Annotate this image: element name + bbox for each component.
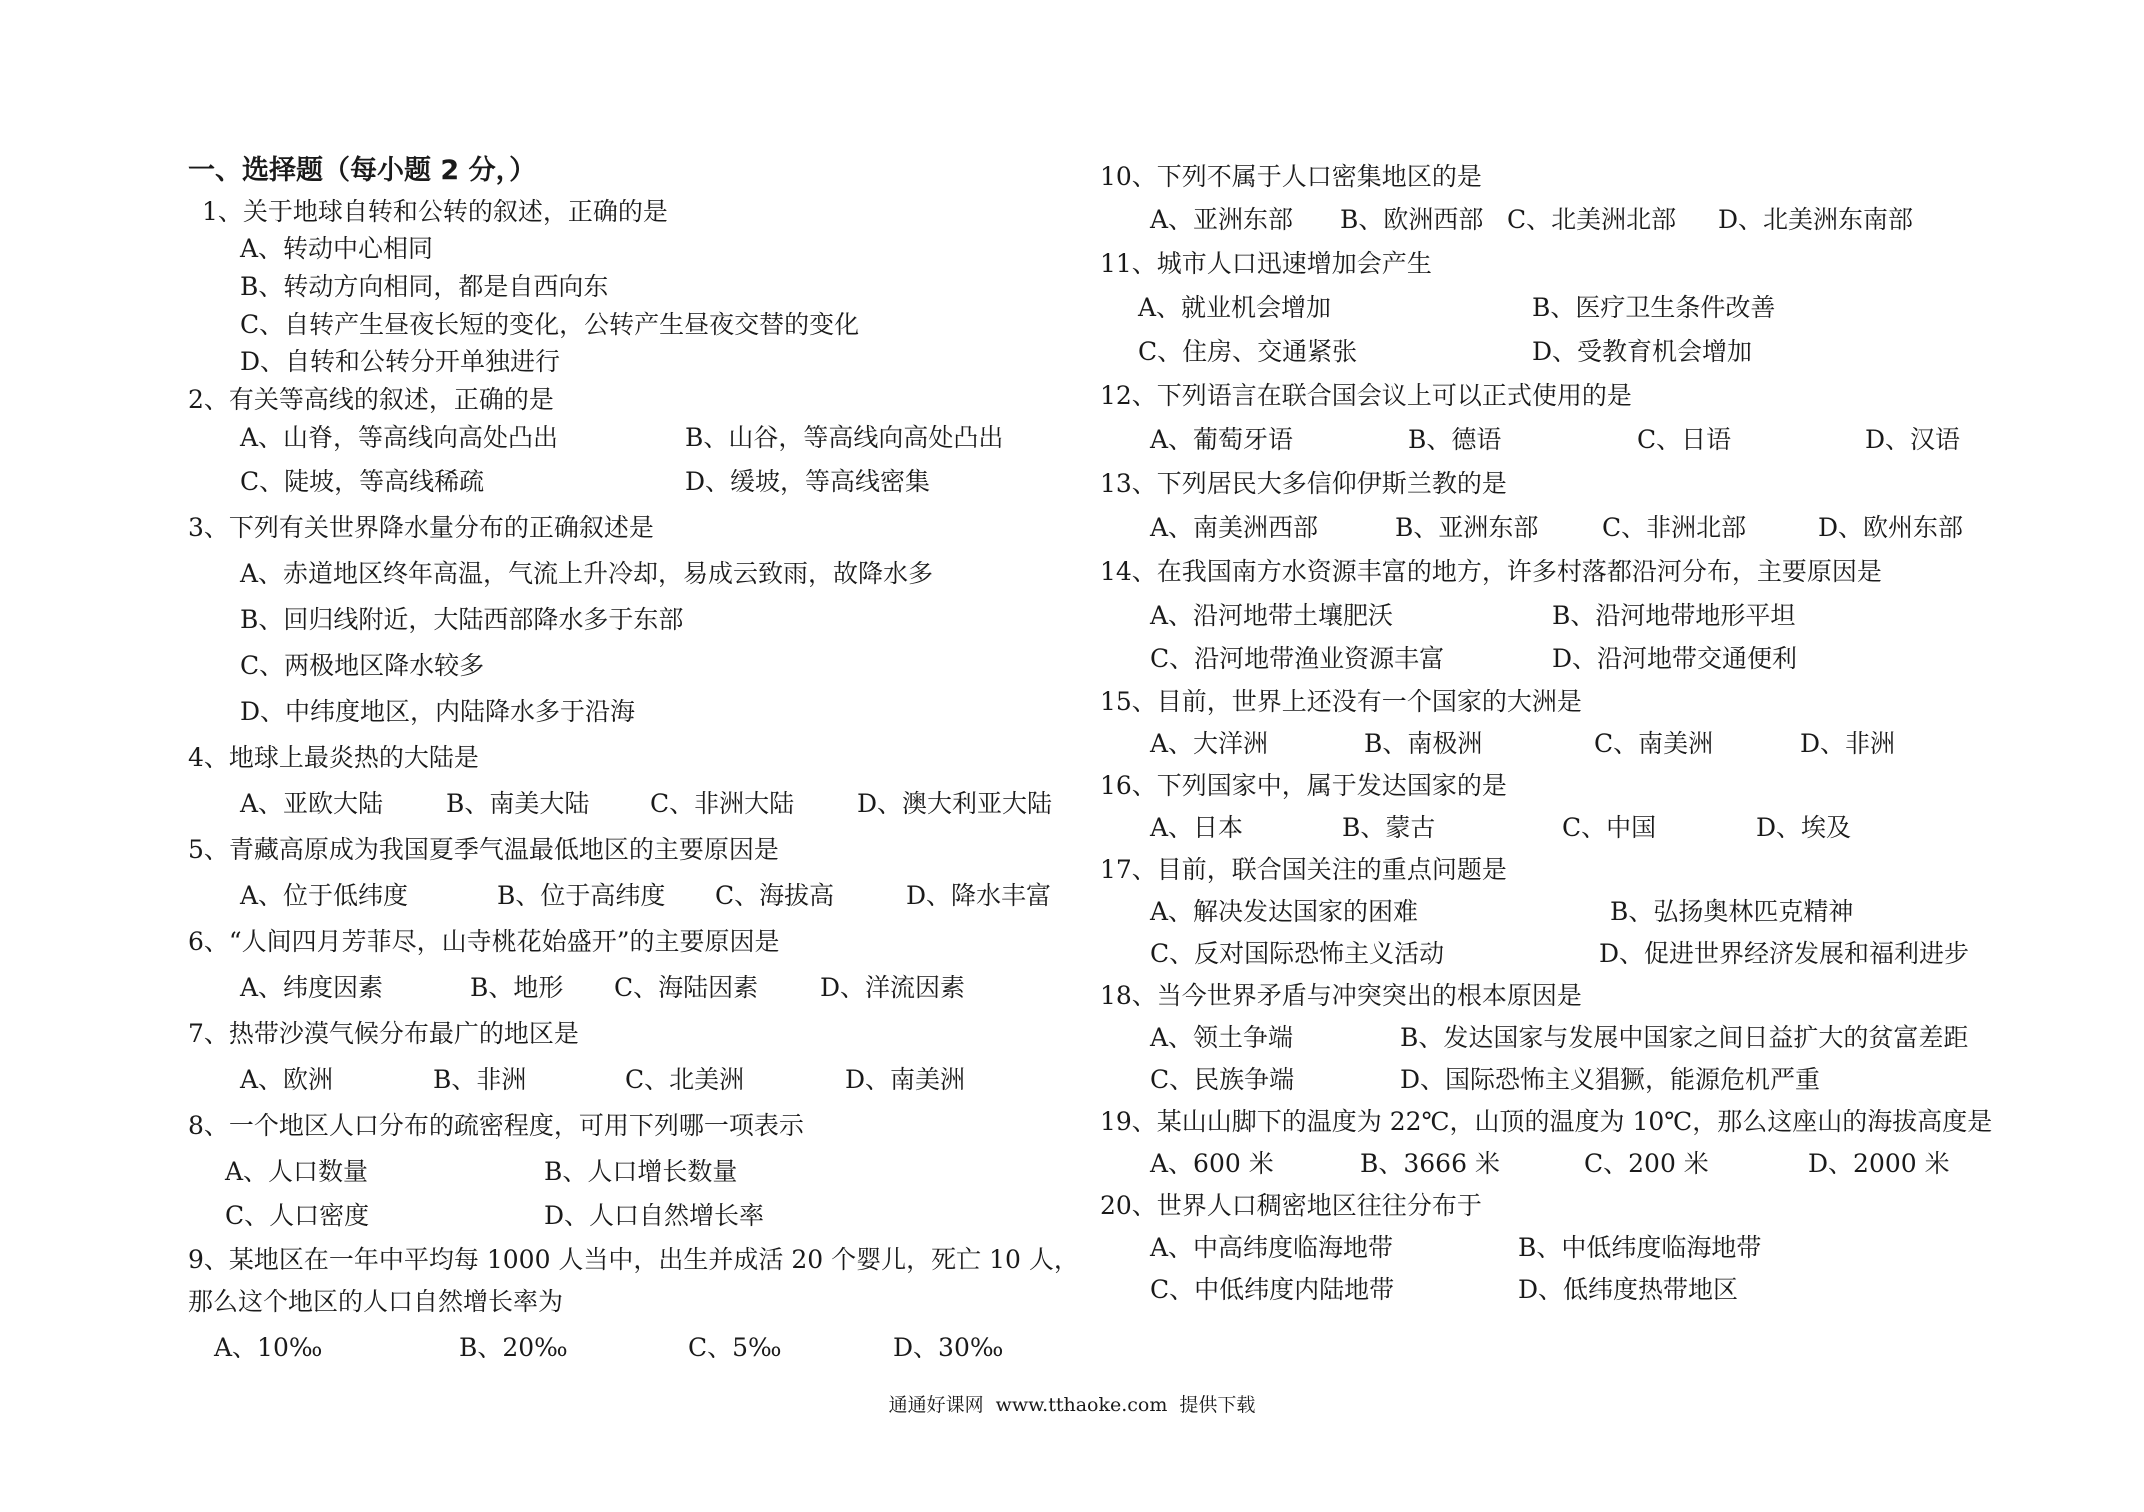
option-b: B、沿河地带地形平坦 — [1552, 601, 1796, 630]
option-b: B、弘扬奥林匹克精神 — [1610, 897, 1854, 926]
question-stem: 6、“人间四月芳菲尽，山寺桃花始盛开”的主要原因是 — [188, 927, 780, 956]
footer-url[interactable]: www.tthaoke.com — [995, 1394, 1168, 1416]
question-stem: 8、一个地区人口分布的疏密程度，可用下列哪一项表示 — [188, 1111, 804, 1140]
option-a: A、纬度因素 — [240, 973, 384, 1002]
section-title: 一、选择题（每小题 2 分，） — [188, 155, 537, 186]
option-b: B、蒙古 — [1342, 813, 1436, 842]
option-d: D、澳大利亚大陆 — [857, 789, 1053, 818]
option-b: B、人口增长数量 — [544, 1157, 738, 1186]
option-d: D、低纬度热带地区 — [1518, 1275, 1739, 1304]
option-d: D、北美洲东南部 — [1718, 205, 1914, 234]
option-a: A、山脊，等高线向高处凸出 — [240, 423, 559, 452]
option-a: A、10‰ — [214, 1333, 323, 1362]
option-a: A、日本 — [1150, 813, 1244, 842]
option-c: C、民族争端 — [1150, 1065, 1295, 1094]
option-d: D、洋流因素 — [820, 973, 966, 1002]
option-d: D、受教育机会增加 — [1532, 337, 1753, 366]
option-b: B、地形 — [470, 973, 564, 1002]
option-b: B、发达国家与发展中国家之间日益扩大的贫富差距 — [1400, 1023, 1969, 1052]
option-d: D、促进世界经济发展和福利进步 — [1599, 939, 1970, 968]
option-a: A、大洋洲 — [1150, 729, 1269, 758]
option-d: D、自转和公转分开单独进行 — [240, 347, 561, 376]
footer-note: 提供下载 — [1179, 1394, 1256, 1416]
option-c: C、非洲北部 — [1602, 513, 1747, 542]
option-b: B、非洲 — [433, 1065, 527, 1094]
option-a: A、亚洲东部 — [1150, 205, 1294, 234]
question-stem: 10、下列不属于人口密集地区的是 — [1100, 162, 1482, 191]
option-c: C、两极地区降水较多 — [240, 651, 485, 680]
option-d: D、汉语 — [1865, 425, 1961, 454]
option-c: C、中低纬度内陆地带 — [1150, 1275, 1395, 1304]
option-c: C、陡坡，等高线稀疏 — [240, 467, 485, 496]
option-c: C、北美洲北部 — [1507, 205, 1677, 234]
option-b: B、南极洲 — [1364, 729, 1483, 758]
option-d: D、中纬度地区，内陆降水多于沿海 — [240, 697, 636, 726]
question-stem: 19、某山山脚下的温度为 22℃，山顶的温度为 10℃，那么这座山的海拔高度是 — [1100, 1107, 1993, 1136]
option-c: C、人口密度 — [225, 1201, 370, 1230]
footer-site-name: 通通好课网 — [888, 1394, 984, 1416]
option-a: A、中高纬度临海地带 — [1150, 1233, 1394, 1262]
option-b: B、医疗卫生条件改善 — [1532, 293, 1776, 322]
option-d: D、非洲 — [1800, 729, 1896, 758]
question-stem: 4、地球上最炎热的大陆是 — [188, 743, 479, 772]
option-a: A、南美洲西部 — [1150, 513, 1319, 542]
option-b: B、亚洲东部 — [1395, 513, 1539, 542]
option-b: B、3666 米 — [1360, 1149, 1500, 1178]
option-a: A、就业机会增加 — [1138, 293, 1332, 322]
question-stem: 14、在我国南方水资源丰富的地方，许多村落都沿河分布，主要原因是 — [1100, 557, 1882, 586]
option-a: A、欧洲 — [240, 1065, 334, 1094]
question-stem: 16、下列国家中，属于发达国家的是 — [1100, 771, 1507, 800]
option-c: C、住房、交通紧张 — [1138, 337, 1358, 366]
option-a: A、沿河地带土壤肥沃 — [1150, 601, 1394, 630]
option-d: D、人口自然增长率 — [544, 1201, 765, 1230]
option-c: C、反对国际恐怖主义活动 — [1150, 939, 1445, 968]
option-a: A、解决发达国家的困难 — [1150, 897, 1419, 926]
question-stem: 3、下列有关世界降水量分布的正确叙述是 — [188, 513, 654, 542]
option-a: A、位于低纬度 — [240, 881, 409, 910]
option-d: D、欧州东部 — [1818, 513, 1964, 542]
question-stem: 20、世界人口稠密地区往往分布于 — [1100, 1191, 1482, 1220]
question-stem: 13、下列居民大多信仰伊斯兰教的是 — [1100, 469, 1507, 498]
option-b: B、回归线附近，大陆西部降水多于东部 — [240, 605, 684, 634]
option-d: D、沿河地带交通便利 — [1552, 644, 1798, 673]
question-stem: 9、某地区在一年中平均每 1000 人当中，出生并成活 20 个婴儿，死亡 10 人， — [188, 1245, 1079, 1274]
page-footer — [0, 1392, 2144, 1418]
option-a: A、领土争端 — [1150, 1023, 1294, 1052]
option-c: C、沿河地带渔业资源丰富 — [1150, 644, 1445, 673]
question-stem: 18、当今世界矛盾与冲突突出的根本原因是 — [1100, 981, 1582, 1010]
question-stem: 12、下列语言在联合国会议上可以正式使用的是 — [1100, 381, 1632, 410]
question-stem: 2、有关等高线的叙述，正确的是 — [188, 385, 554, 414]
question-stem-continued: 那么这个地区的人口自然增长率为 — [188, 1287, 564, 1316]
option-b: B、南美大陆 — [446, 789, 590, 818]
question-stem: 15、目前，世界上还没有一个国家的大洲是 — [1100, 687, 1582, 716]
option-a: A、赤道地区终年高温，气流上升冷却，易成云致雨，故降水多 — [240, 559, 934, 588]
option-d: D、国际恐怖主义猖獗，能源危机严重 — [1400, 1065, 1821, 1094]
option-c: C、5‰ — [688, 1333, 782, 1362]
question-stem: 17、目前，联合国关注的重点问题是 — [1100, 855, 1507, 884]
option-b: B、德语 — [1408, 425, 1502, 454]
option-d: D、30‰ — [893, 1333, 1004, 1362]
option-c: C、非洲大陆 — [650, 789, 795, 818]
option-a: A、人口数量 — [225, 1157, 369, 1186]
option-d: D、埃及 — [1756, 813, 1852, 842]
question-stem: 11、城市人口迅速增加会产生 — [1100, 249, 1432, 278]
option-c: C、日语 — [1637, 425, 1732, 454]
option-b: B、中低纬度临海地带 — [1518, 1233, 1762, 1262]
question-stem: 5、青藏高原成为我国夏季气温最低地区的主要原因是 — [188, 835, 779, 864]
option-b: B、山谷，等高线向高处凸出 — [685, 423, 1004, 452]
option-a: A、转动中心相同 — [240, 234, 434, 263]
option-b: B、转动方向相同，都是自西向东 — [240, 272, 609, 301]
question-stem: 7、热带沙漠气候分布最广的地区是 — [188, 1019, 579, 1048]
option-c: C、200 米 — [1584, 1149, 1709, 1178]
option-c: C、海拔高 — [715, 881, 835, 910]
option-c: C、北美洲 — [625, 1065, 745, 1094]
question-stem: 1、关于地球自转和公转的叙述，正确的是 — [202, 197, 668, 226]
option-b: B、位于高纬度 — [497, 881, 666, 910]
option-a: A、葡萄牙语 — [1150, 425, 1294, 454]
option-a: A、600 米 — [1150, 1149, 1274, 1178]
option-c: C、海陆因素 — [614, 973, 759, 1002]
option-c: C、自转产生昼夜长短的变化，公转产生昼夜交替的变化 — [240, 310, 860, 339]
option-d: D、降水丰富 — [906, 881, 1052, 910]
option-b: B、20‰ — [459, 1333, 568, 1362]
option-c: C、南美洲 — [1594, 729, 1714, 758]
option-b: B、欧洲西部 — [1340, 205, 1484, 234]
option-d: D、2000 米 — [1808, 1149, 1950, 1178]
option-a: A、亚欧大陆 — [240, 789, 384, 818]
option-d: D、南美洲 — [845, 1065, 966, 1094]
option-c: C、中国 — [1562, 813, 1657, 842]
option-d: D、缓坡，等高线密集 — [685, 467, 931, 496]
